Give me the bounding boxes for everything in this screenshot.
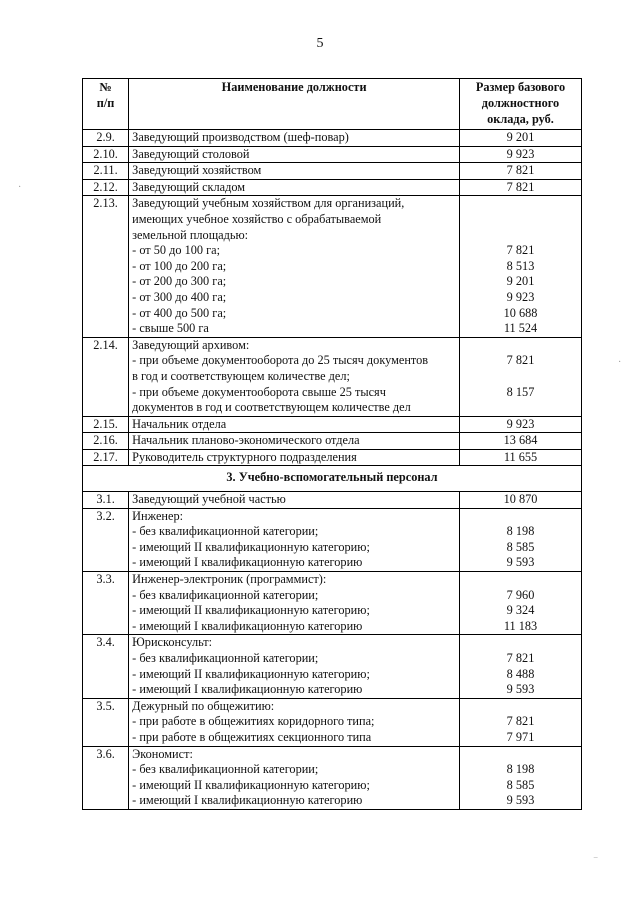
- position-name: [129, 746, 460, 809]
- spacer: [463, 369, 578, 385]
- salary-value: 11 655: [503, 449, 538, 464]
- position-name: [129, 698, 460, 746]
- position-text-line: Инженер:: [132, 508, 184, 523]
- spacer: [463, 212, 578, 228]
- position-text-line: - при работе в общежитиях коридорного типа;: [132, 714, 375, 729]
- row-number: 2.11.: [83, 163, 129, 180]
- table-row: [83, 433, 582, 450]
- row-number: 2.13.: [83, 196, 129, 337]
- salary-value: 8 198: [506, 524, 535, 539]
- position-text-line: документов в год и соответствующем количестве дел: [132, 400, 411, 415]
- page-number: 5: [316, 36, 324, 51]
- row-number: 2.16.: [83, 433, 129, 450]
- position-text-line: Начальник планово-экономического отдела: [132, 433, 360, 448]
- spacer: [463, 196, 578, 212]
- header-text-line: должностного: [481, 96, 560, 110]
- salary-value: 9 593: [506, 682, 535, 697]
- salary-value: 7 821: [506, 243, 535, 258]
- position-text-line: - имеющий II квалификационную категорию;: [132, 603, 370, 618]
- salary-cell: [460, 572, 582, 635]
- position-text-line: земельной площадью:: [132, 227, 249, 242]
- position-text-line: Дежурный по общежитию:: [132, 698, 275, 713]
- header-text-line: оклада, руб.: [487, 112, 554, 126]
- salary-value: 8 513: [506, 258, 535, 273]
- position-text-line: - при работе в общежитиях секционного типа: [132, 729, 372, 744]
- position-name: [129, 416, 460, 433]
- salary-value: 9 201: [506, 274, 535, 289]
- salary-value: 7 971: [506, 729, 535, 744]
- position-text-line: - свыше 500 га: [132, 321, 209, 336]
- table-row: [83, 337, 582, 416]
- table-row: [83, 196, 582, 337]
- row-number: 2.12.: [83, 179, 129, 196]
- salary-cell: [460, 433, 582, 450]
- table-body: [83, 130, 582, 810]
- position-text-line: Экономист:: [132, 746, 193, 761]
- salary-table: [82, 78, 582, 810]
- position-name: [129, 163, 460, 180]
- position-text-line: Начальник отдела: [132, 416, 227, 431]
- salary-value: 7 960: [506, 587, 535, 602]
- salary-cell: [460, 635, 582, 698]
- salary-cell: [460, 337, 582, 416]
- table-row: [83, 508, 582, 571]
- table-row: [83, 130, 582, 147]
- position-name: [129, 130, 460, 147]
- spacer: [463, 747, 578, 763]
- position-text-line: - имеющий II квалификационную категорию;: [132, 666, 370, 681]
- salary-cell: [460, 698, 582, 746]
- position-name: [129, 196, 460, 337]
- table-row: [83, 635, 582, 698]
- salary-value: 8 585: [506, 539, 535, 554]
- header-text-line: №: [99, 80, 112, 94]
- row-number: 2.10.: [83, 146, 129, 163]
- row-number: 3.6.: [83, 746, 129, 809]
- salary-value: 7 821: [506, 714, 535, 729]
- position-text-line: - при объеме документооборота до 25 тысяч документов: [132, 353, 429, 368]
- position-name: [129, 635, 460, 698]
- salary-value: 9 923: [506, 289, 535, 304]
- section-title: 3. Учебно-вспомогательный персонал: [83, 466, 582, 492]
- position-text-line: - при объеме документооборота свыше 25 тысяч: [132, 384, 386, 399]
- position-text-line: - от 400 до 500 га;: [132, 305, 227, 320]
- header-salary: [460, 79, 582, 130]
- salary-value: 13 684: [503, 433, 538, 448]
- header-position: [129, 79, 460, 130]
- table-row: [83, 179, 582, 196]
- row-number: 2.14.: [83, 337, 129, 416]
- salary-cell: [460, 146, 582, 163]
- position-text-line: Заведующий производством (шеф-повар): [132, 130, 349, 144]
- position-text-line: Заведующий учебной частью: [132, 492, 286, 507]
- salary-value: 10 688: [503, 305, 538, 320]
- scan-dot: ·: [18, 182, 22, 193]
- position-text-line: - без квалификационной категории;: [132, 587, 319, 602]
- spacer: [463, 228, 578, 244]
- salary-cell: [460, 492, 582, 509]
- position-name: [129, 146, 460, 163]
- row-number: 3.5.: [83, 698, 129, 746]
- salary-cell: [460, 416, 582, 433]
- position-text-line: - имеющий I квалификационную категорию: [132, 793, 363, 808]
- spacer: [463, 509, 578, 525]
- scan-dash: ‾: [594, 858, 598, 869]
- position-name: [129, 433, 460, 450]
- position-text-line: Заведующий учебным хозяйством для организаций,: [132, 196, 405, 211]
- table-row: [83, 146, 582, 163]
- position-text-line: - от 100 до 200 га;: [132, 258, 227, 273]
- row-number: 3.4.: [83, 635, 129, 698]
- salary-value: 11 183: [503, 618, 538, 633]
- salary-value: 9 324: [506, 603, 535, 618]
- salary-cell: [460, 163, 582, 180]
- salary-value: 7 821: [506, 179, 535, 194]
- table-row: [83, 449, 582, 466]
- position-text-line: - имеющий I квалификационную категорию: [132, 682, 363, 697]
- salary-value: 9 201: [506, 130, 535, 144]
- salary-cell: [460, 179, 582, 196]
- position-text-line: - от 200 до 300 га;: [132, 274, 227, 289]
- salary-cell: [460, 449, 582, 466]
- position-name: [129, 179, 460, 196]
- position-name: [129, 449, 460, 466]
- salary-value: 9 923: [506, 146, 535, 161]
- salary-cell: [460, 130, 582, 147]
- table-row: [83, 746, 582, 809]
- row-number: 3.2.: [83, 508, 129, 571]
- position-text-line: имеющих учебное хозяйство с обрабатываемой: [132, 211, 382, 226]
- header-text-line: п/п: [96, 96, 115, 110]
- salary-value: 8 198: [506, 762, 535, 777]
- position-text-line: - имеющий I квалификационную категорию: [132, 618, 363, 633]
- row-number: 2.15.: [83, 416, 129, 433]
- position-text-line: Заведующий столовой: [132, 146, 250, 161]
- position-text-line: Юрисконсульт:: [132, 635, 213, 650]
- position-text-line: в год и соответствующем количестве дел;: [132, 368, 350, 383]
- header-text-line: Наименование должности: [221, 80, 367, 94]
- header-number: [83, 79, 129, 130]
- position-text-line: - имеющий II квалификационную категорию;: [132, 777, 370, 792]
- position-text-line: - имеющий II квалификационную категорию;: [132, 539, 370, 554]
- position-text-line: - от 300 до 400 га;: [132, 289, 227, 304]
- spacer: [463, 338, 578, 354]
- salary-value: 9 593: [506, 555, 535, 570]
- position-text-line: Руководитель структурного подразделения: [132, 449, 357, 464]
- salary-value: 8 488: [506, 666, 535, 681]
- spacer: [463, 635, 578, 651]
- salary-value: 7 821: [506, 163, 535, 178]
- salary-value: 10 870: [503, 492, 538, 507]
- salary-value: 9 593: [506, 793, 535, 808]
- table-row: [83, 416, 582, 433]
- salary-value: 8 157: [506, 384, 535, 399]
- position-text-line: Заведующий хозяйством: [132, 163, 262, 178]
- salary-cell: [460, 196, 582, 337]
- table-header-row: [83, 79, 582, 130]
- row-number: 2.9.: [83, 130, 129, 147]
- salary-value: 7 821: [506, 651, 535, 665]
- salary-value: 8 585: [506, 777, 535, 792]
- spacer: [463, 572, 578, 588]
- table-row: [83, 163, 582, 180]
- position-name: [129, 337, 460, 416]
- position-text-line: - без квалификационной категории;: [132, 762, 319, 777]
- position-name: [129, 492, 460, 509]
- position-text-line: Заведующий складом: [132, 179, 246, 194]
- row-number: 3.1.: [83, 492, 129, 509]
- header-text-line: Размер базового: [475, 80, 566, 94]
- row-number: 3.3.: [83, 572, 129, 635]
- position-text-line: Заведующий архивом:: [132, 337, 250, 352]
- spacer: [463, 699, 578, 715]
- section-heading-row: [83, 466, 582, 492]
- table-row: [83, 698, 582, 746]
- salary-cell: [460, 508, 582, 571]
- position-text-line: - от 50 до 100 га;: [132, 243, 221, 258]
- position-name: [129, 572, 460, 635]
- table-row: [83, 492, 582, 509]
- salary-cell: [460, 746, 582, 809]
- position-text-line: Инженер-электроник (программист):: [132, 572, 327, 587]
- position-name: [129, 508, 460, 571]
- salary-value: 9 923: [506, 416, 535, 431]
- position-text-line: - без квалификационной категории;: [132, 524, 319, 539]
- salary-value: 7 821: [506, 353, 535, 368]
- row-number: 2.17.: [83, 449, 129, 466]
- position-text-line: - без квалификационной категории;: [132, 651, 319, 665]
- scan-dot: ·: [618, 357, 622, 368]
- table-row: [83, 572, 582, 635]
- position-text-line: - имеющий I квалификационную категорию: [132, 555, 363, 570]
- spacer: [463, 400, 578, 416]
- salary-value: 11 524: [503, 321, 538, 336]
